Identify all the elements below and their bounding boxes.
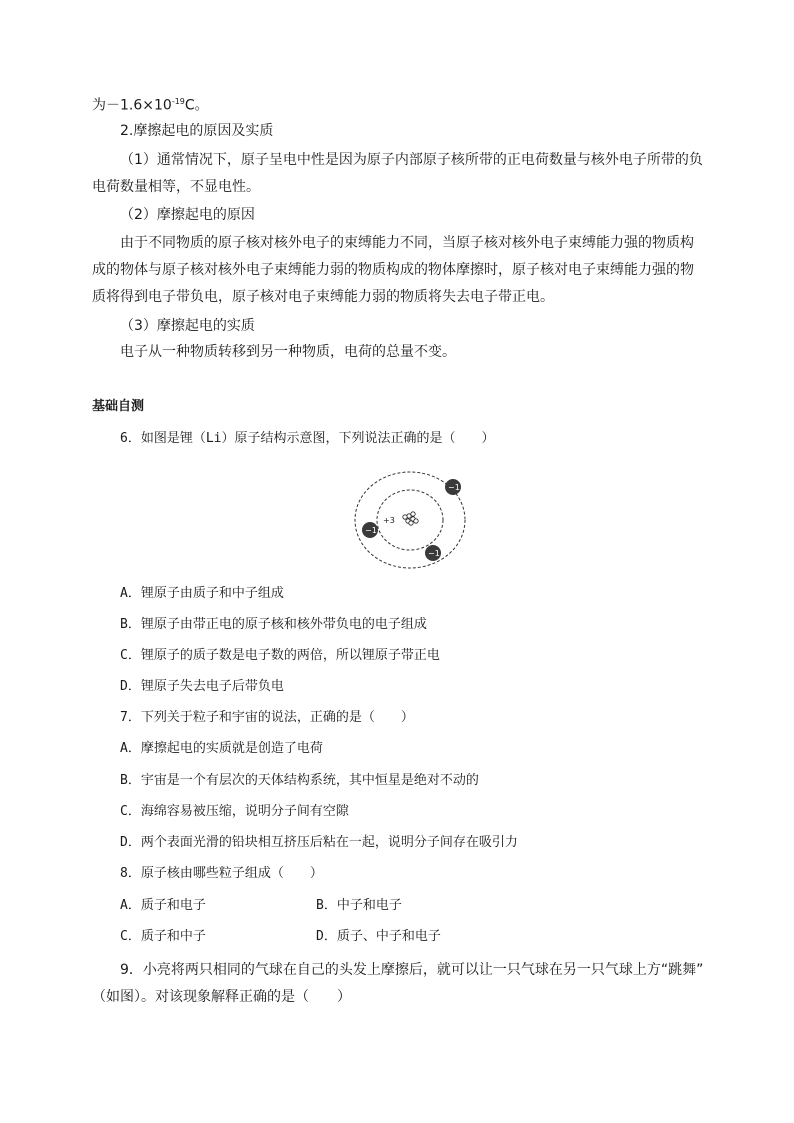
q6-option-a: A．锂原子由质子和中子组成	[120, 586, 284, 601]
q9-stem-line1: 9．小亮将两只相同的气球在自己的头发上摩擦后，就可以让一只气球在另一只气球上方“跳舞”	[120, 962, 704, 978]
section-2-p2-heading: （2）摩擦起电的原因	[120, 207, 255, 223]
electron-bottom-label: −1	[428, 549, 440, 558]
section-2-p3-heading: （3）摩擦起电的实质	[120, 318, 255, 334]
intro-line	[92, 92, 209, 116]
electron-top-right	[445, 479, 461, 495]
electron-left-label: −1	[365, 526, 377, 535]
section-2-heading: 2.摩擦起电的原因及实质	[120, 123, 274, 139]
q9-stem-line2: （如图）。对该现象解释正确的是（ ）	[92, 989, 351, 1005]
q7-stem: 7．下列关于粒子和宇宙的说法，正确的是（ ）	[120, 710, 414, 725]
nucleus-icon	[403, 512, 418, 525]
q8-option-c: C．质子和中子	[120, 929, 206, 944]
q6-option-b: B．锂原子由带正电的原子核和核外带负电的电子组成	[120, 617, 427, 632]
q7-option-c: C．海绵容易被压缩，说明分子间有空隙	[120, 804, 349, 819]
q7-option-b: B．宇宙是一个有层次的天体结构系统，其中恒星是绝对不动的	[120, 773, 479, 788]
q8-stem: 8．原子核由哪些粒子组成（ ）	[120, 866, 323, 881]
intro-text: 为－1.6×10	[92, 97, 172, 114]
intro-unit: C。	[184, 97, 209, 114]
section-2-p2-line1: 由于不同物质的原子核对核外电子的束缚能力不同，当原子核对核外电子束缚能力强的物质构	[120, 235, 694, 251]
q7-option-a: A．摩擦起电的实质就是创造了电荷	[120, 741, 323, 756]
q8-option-d: D．质子、中子和电子	[316, 929, 441, 944]
q8-option-a: A．质子和电子	[120, 898, 206, 913]
electron-top-right-label: −1	[448, 483, 460, 492]
section-2-p1-line1: （1）通常情况下，原子呈电中性是因为原子内部原子核所带的正电荷数量与核外电子所带的负	[120, 152, 703, 168]
q6-option-c: C．锂原子的质子数是电子数的两倍，所以锂原子带正电	[120, 648, 440, 663]
electron-bottom	[425, 545, 441, 561]
section-2-p2-line3: 质将得到电子带负电，原子核对电子束缚能力弱的物质将失去电子带正电。	[92, 289, 554, 305]
q6-stem: 6．如图是锂（Li）原子结构示意图，下列说法正确的是（ ）	[120, 431, 495, 446]
intro-exponent: -19	[171, 97, 185, 106]
section-2-p3-line1: 电子从一种物质转移到另一种物质，电荷的总量不变。	[120, 344, 456, 360]
nucleus-charge-label: +3	[383, 516, 395, 525]
section-2-p2-line2: 成的物体与原子核对核外电子束缚能力弱的物质构成的物体摩擦时，原子核对电子束缚能力强的物	[92, 262, 694, 278]
q7-option-d: D．两个表面光滑的铅块相互挤压后粘在一起，说明分子间存在吸引力	[120, 835, 518, 850]
q6-option-d: D．锂原子失去电子后带负电	[120, 679, 284, 694]
selftest-heading: 基础自测	[92, 399, 145, 414]
q8-option-b: B．中子和电子	[316, 898, 402, 913]
electron-left	[362, 522, 378, 538]
lithium-atom-diagram	[350, 470, 470, 580]
section-2-p1-line2: 电荷数量相等，不显电性。	[92, 179, 260, 195]
